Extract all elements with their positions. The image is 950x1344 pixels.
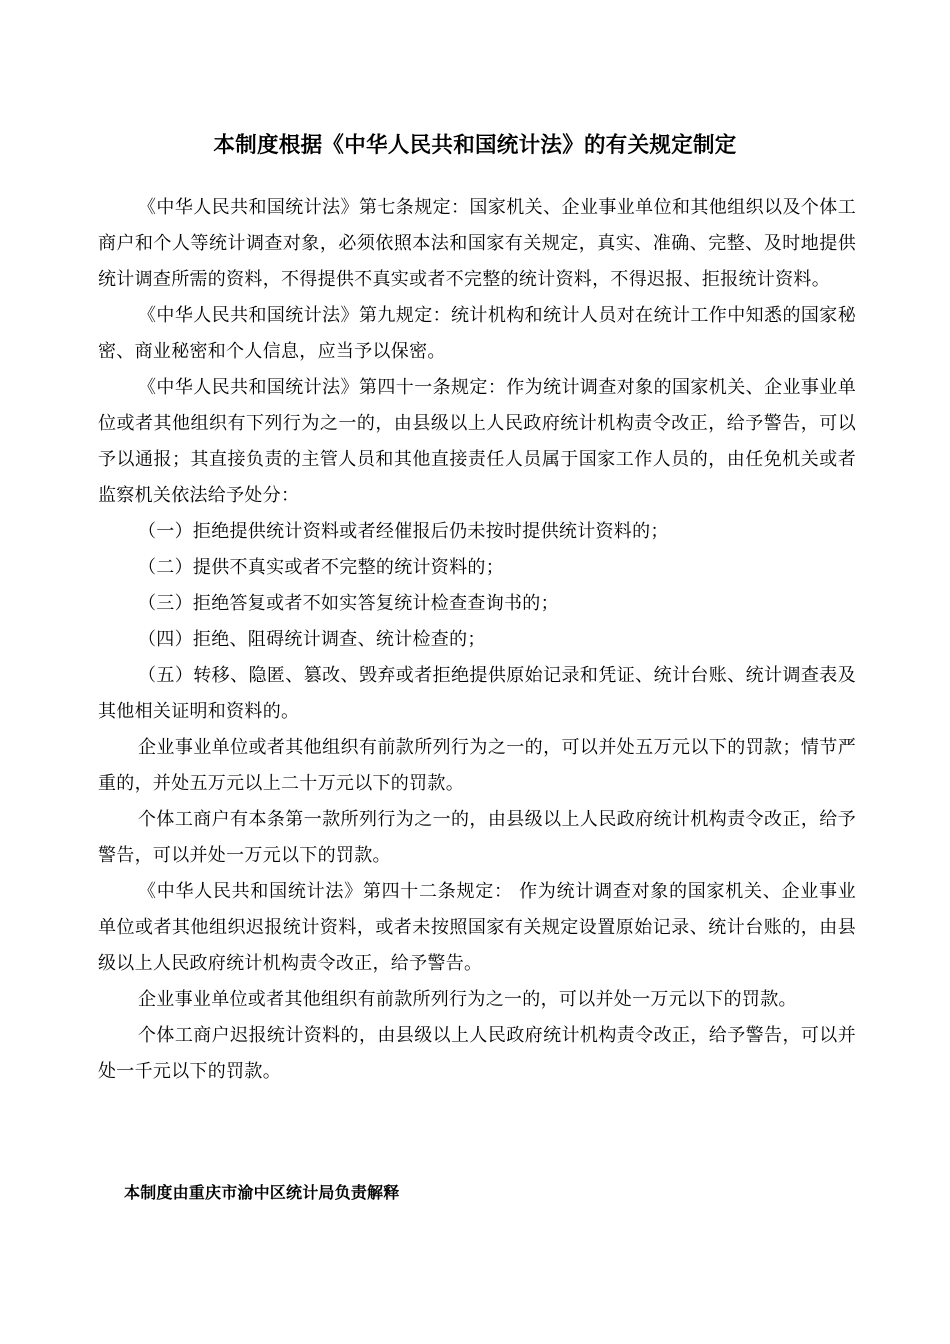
list-item-4: （四）拒绝、阻碍统计调查、统计检查的； bbox=[138, 629, 486, 650]
paragraph-enterprise-fine: 企业事业单位或者其他组织有前款所列行为之一的，可以并处五万元以下的罚款；情节严重的，并处五万元以上二十万元以下的罚款。 bbox=[98, 737, 856, 794]
paragraph-enterprise-late-fine: 企业事业单位或者其他组织有前款所列行为之一的，可以并处一万元以下的罚款。 bbox=[138, 989, 797, 1010]
paragraph-article-41: 《中华人民共和国统计法》第四十一条规定：作为统计调查对象的国家机关、企业事业单位或者其他组织有下列行为之一的，由县级以上人民政府统计机构责令改正，给予警告，可以予以通报；其直接负责的主管人员和其他直接责任人员属于国家工作人员的，由任免机关或者监察机关依法给予处分： bbox=[98, 377, 856, 506]
list-item-5: （五）转移、隐匿、篡改、毁弃或者拒绝提供原始记录和凭证、统计台账、统计调查表及其他相关证明和资料的。 bbox=[98, 665, 856, 722]
list-item-3: （三）拒绝答复或者不如实答复统计检查查询书的； bbox=[138, 593, 559, 614]
interpretation-note: 本制度由重庆市渝中区统计局负责解释 bbox=[124, 1183, 400, 1202]
document-title: 本制度根据《中华人民共和国统计法》的有关规定制定 bbox=[213, 133, 737, 158]
document-body bbox=[98, 190, 856, 1090]
paragraph-article-7: 《中华人民共和国统计法》第七条规定：国家机关、企业事业单位和其他组织以及个体工商户和个人等统计调查对象，必须依照本法和国家有关规定，真实、准确、完整、及时地提供统计调查所需的资料，不得提供不真实或者不完整的统计资料，不得迟报、拒报统计资料。 bbox=[98, 197, 856, 290]
paragraph-article-42: 《中华人民共和国统计法》第四十二条规定： 作为统计调查对象的国家机关、企业事业单位或者其他组织迟报统计资料，或者未按照国家有关规定设置原始记录、统计台账的，由县级以上人民政府统计机构责令改正，给予警告。 bbox=[98, 881, 856, 974]
paragraph-individual-late-fine: 个体工商户迟报统计资料的，由县级以上人民政府统计机构责令改正，给予警告，可以并处一千元以下的罚款。 bbox=[98, 1025, 856, 1082]
list-item-2: （二）提供不真实或者不完整的统计资料的； bbox=[138, 557, 504, 578]
list-item-1: （一）拒绝提供统计资料或者经催报后仍未按时提供统计资料的； bbox=[138, 521, 669, 542]
paragraph-article-9: 《中华人民共和国统计法》第九规定：统计机构和统计人员对在统计工作中知悉的国家秘密、商业秘密和个人信息，应当予以保密。 bbox=[98, 305, 856, 362]
paragraph-individual-fine: 个体工商户有本条第一款所列行为之一的，由县级以上人民政府统计机构责令改正，给予警告，可以并处一万元以下的罚款。 bbox=[98, 809, 856, 866]
